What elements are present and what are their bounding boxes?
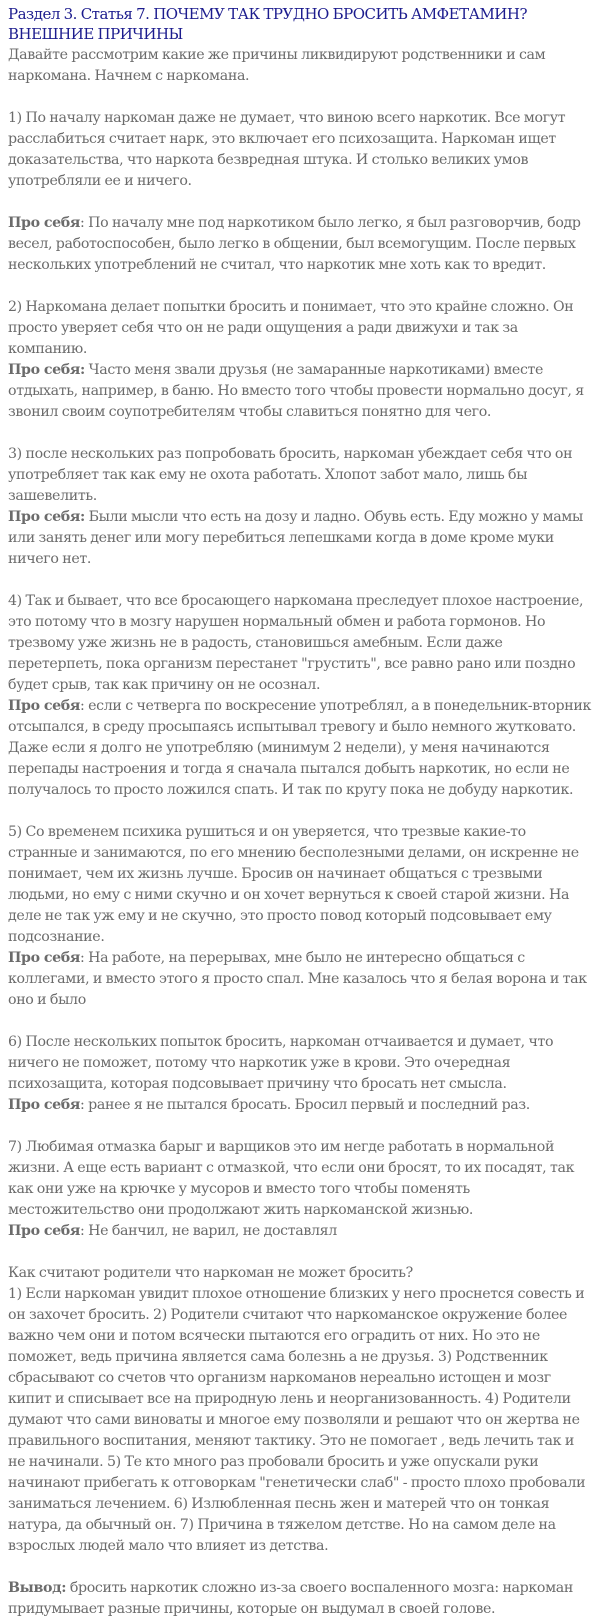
section-3-self	[8, 507, 593, 570]
conclusion	[8, 1578, 593, 1620]
section-2-text: 2) Наркомана делает попытки бросить и понимает, что это крайне сложно. Он просто уверяет себя что он не ради ощущения а ради движухи и так за компанию.	[8, 299, 574, 357]
section-7-text: 7) Любимая отмазка барыг и варщиков это им негде работать в нормальной жизни. А еще есть вариант с отмазкой, что если они бросят, то их посадят, так как они уже на крючке у мусоров и вместо того чтобы поменять местожительство они продолжают жить наркоманской жизнью.	[8, 1139, 575, 1218]
self-text: Часто меня звали друзья (не замаранные наркотиками) вместе отдыхать, например, в баню. Но вместо того чтобы провести нормально досуг, я звонил своим соупотребителям чтобы славиться понятно для чего.	[8, 362, 584, 420]
conclusion-label: Вывод:	[8, 1580, 67, 1596]
self-sep: :	[80, 215, 89, 231]
self-sep: :	[80, 1223, 89, 1239]
spacer	[8, 570, 593, 591]
self-label: Про себя	[8, 215, 81, 231]
section-2-self	[8, 360, 593, 423]
spacer	[8, 801, 593, 822]
section-1-text: 1) По началу наркоман даже не думает, что виною всего наркотик. Все могут расслабиться считает нарк, это включает его психозащита. Наркоман ищет доказательства, что наркота безвредная штука. И столько великих умов употребляли ее и ничего.	[8, 110, 566, 189]
spacer	[8, 192, 593, 213]
spacer	[8, 1011, 593, 1032]
section-5-self	[8, 948, 593, 1011]
section-7-self	[8, 1221, 593, 1242]
spacer	[8, 1557, 593, 1578]
section-1-self	[8, 213, 593, 276]
self-text: На работе, на перерывах, мне было не интересно общаться с коллегами, и вместо этого я просто спал. Мне казалось что я белая ворона и так оно и было	[8, 950, 587, 1008]
spacer	[8, 1116, 593, 1137]
spacer	[8, 423, 593, 444]
spacer	[8, 1242, 593, 1263]
self-label: Про себя	[8, 950, 81, 966]
conclusion-text: бросить наркотик сложно из-за своего воспаленного мозга: наркоман придумывает разные причины, которые он выдумал в своей голове.	[8, 1580, 573, 1617]
spacer	[8, 276, 593, 297]
section-4-text: 4) Так и бывает, что все бросающего наркомана преследует плохое настроение, это потому что в мозгу нарушен нормальный обмен и работа гормонов. Но трезвому уже жизнь не в радость, становишься амебным. Если даже перетерпеть, пока организм перестанет "грустить", все равно рано или поздно будет срыв, так как причину он не осознал.	[8, 593, 584, 693]
self-label: Про себя	[8, 1223, 81, 1239]
self-label: Про себя:	[8, 362, 85, 378]
section-5-text: 5) Со временем психика рушиться и он уверяется, что трезвые какие-то странные и занимаются, по его мнению бесполезными делами, он искренне не понимает, чем их жизнь лучше. Бросив он начинает общаться с трезвыми людьми, но ему с ними скучно и он хочет вернуться к своей старой жизни. На деле не так уж ему и не скучно, это просто повод который подсовывает ему подсознание.	[8, 824, 579, 945]
section-6-text: 6) После нескольких попыток бросить, наркоман отчаивается и думает, что ничего не поможет, потому что наркотик уже в крови. Это очередная психозащита, которая подсовывает причину что бросать нет смысла.	[8, 1034, 554, 1092]
self-label: Про себя	[8, 1097, 81, 1113]
self-sep: :	[80, 1097, 89, 1113]
self-text: ранее я не пытался бросать. Бросил первый и последний раз.	[88, 1097, 530, 1113]
self-text: Были мысли что есть на дозу и ладно. Обувь есть. Еду можно у мамы или занять денег или могу перебиться лепешками когда в доме кроме муки ничего нет.	[8, 509, 583, 567]
self-label: Про себя:	[8, 509, 85, 525]
self-sep: :	[80, 698, 89, 714]
self-text: По началу мне под наркотиком было легко, я был разговорчив, бодр весел, работоспособен, было легко в общении, был всемогущим. После первых нескольких употреблений не считал, что наркотик мне хоть как то вредит.	[8, 215, 581, 273]
self-text: если с четверга по воскресение употреблял, а в понедельник-вторник отсыпался, в среду просыпаясь испытывал тревогу и было немного жутковато. Даже если я долго не употребляю (минимум 2 недели), у меня начинаются перепады настроения и тогда я сначала пытался добыть наркотик, но если не получалось то просто ложился спать. И так по кругу пока не добуду наркотик.	[8, 698, 591, 798]
section-6-self	[8, 1095, 593, 1116]
section-3-text: 3) после нескольких раз попробовать бросить, наркоман убеждает себя что он употребляет так как ему не охота работать. Хлопот забот мало, лишь бы зашевелить.	[8, 446, 573, 504]
section-4-self	[8, 696, 593, 801]
parents-text: 1) Если наркоман увидит плохое отношение близких у него проснется совесть и он захочет бросить. 2) Родители считают что наркоманское окружение более важно чем они и потом всячески пытаются его оградить от них. Но это не поможет, ведь причина является сама болезнь а не друзья. 3) Родственник сбрасывают со счетов что организм наркоманов нереально истощен и мозг кипит и списывает все на природную лень и неорганизованность. 4) Родители думают что сами виноваты и многое ему позволяли и решают что он жертва не правильного воспитания, меняют тактику. Это не помогает , ведь лечить так и не начинали. 5) Те кто много раз пробовали бросить и уже опускали руки начинают прибегать к отговоркам "генетически слаб" - просто плохо пробовали заниматься лечением. 6) Излюбленная песнь жен и матерей что он тонкая натура, да обычный он. 7) Причина в тяжелом детстве. Но на самом деле на взрослых людей мало что влияет из детства.	[8, 1286, 586, 1554]
article-title: Раздел 3. Статья 7. ПОЧЕМУ ТАК ТРУДНО БРОСИТЬ АМФЕТАМИН? ВНЕШНИЕ ПРИЧИНЫ	[8, 5, 528, 43]
spacer	[8, 87, 593, 108]
self-sep: :	[80, 950, 89, 966]
self-label: Про себя	[8, 698, 81, 714]
parents-question: Как считают родители что наркоман не может бросить?	[8, 1265, 413, 1281]
self-text: Не банчил, не варил, не доставлял	[88, 1223, 337, 1239]
intro-paragraph: Давайте рассмотрим какие же причины ликвидируют родственники и сам наркомана. Начнем с наркомана.	[8, 47, 546, 84]
